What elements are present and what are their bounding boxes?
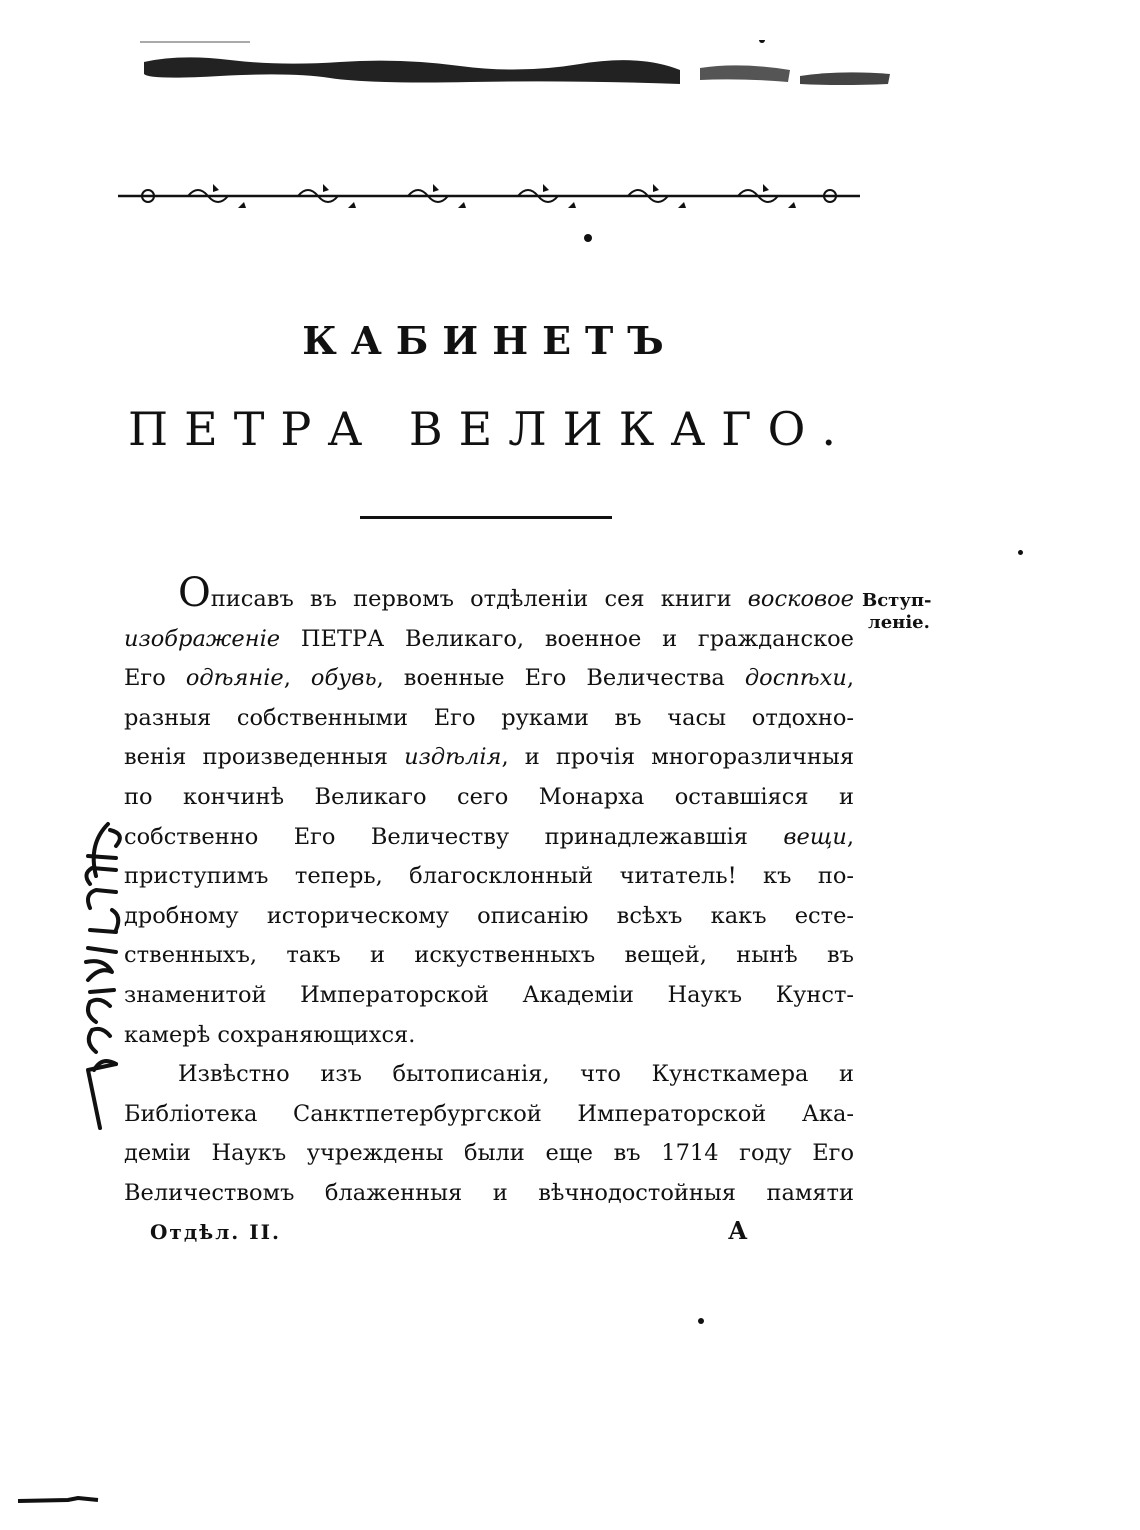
text-line: знаменитой Императорской Академіи Наукъ Кунст- — [124, 981, 854, 1008]
text-run: писавъ въ первомъ отдѣленіи сея книги — [210, 586, 732, 612]
text-line: разныя собственными Его руками въ часы отдохно- — [124, 704, 854, 731]
text-run: собственно Его Величеству принадлежавшія — [124, 823, 748, 850]
italic-run: издѣлія — [404, 744, 502, 771]
ink-dot — [1018, 550, 1023, 555]
margin-note — [862, 590, 952, 634]
title-line-1: КАБИНЕТЪ — [302, 318, 678, 363]
text-line — [124, 738, 854, 778]
text-run: , и прочія многоразличныя — [501, 744, 855, 771]
ink-dot — [584, 234, 592, 242]
ink-dot — [698, 1318, 704, 1324]
italic-run: изображеніе — [124, 625, 281, 652]
title-rule — [360, 516, 612, 519]
section-marker: Отдѣл. II. — [150, 1220, 281, 1244]
text-run: , — [846, 823, 854, 850]
text-line: дробному историческому описанію всѣхъ какъ есте- — [124, 902, 854, 929]
text-line: камерѣ сохраняющихся. — [124, 1021, 416, 1048]
text-run: венія произведенныя — [124, 744, 388, 771]
scan-edge-mark — [18, 1496, 108, 1506]
drop-cap: О — [178, 570, 211, 616]
text-run: Его — [124, 665, 166, 692]
text-line — [124, 818, 854, 858]
text-run: , — [846, 665, 854, 692]
handwritten-annotation — [30, 820, 150, 1140]
text-line: Извѣстно изъ бытописанія, что Кунсткамера и — [178, 1061, 854, 1088]
margin-note-line: Вступ- — [862, 590, 932, 611]
text-line: деміи Наукъ учреждены были еще въ 1714 году Его — [124, 1140, 854, 1167]
italic-run: восковое — [747, 586, 854, 612]
italic-run: одѣяніе — [185, 665, 284, 692]
scan-smudge — [140, 40, 900, 100]
text-line: Библіотека Санктпетербургской Императорской Ака- — [124, 1100, 854, 1127]
body-text — [124, 570, 855, 1214]
text-run: ПЕТРА Великаго, военное и гражданское — [300, 625, 855, 652]
text-line — [124, 620, 854, 660]
text-line — [124, 659, 854, 699]
text-line — [124, 570, 854, 620]
text-line: ственныхъ, такъ и искуственныхъ вещей, нынѣ въ — [124, 942, 854, 969]
text-run: , военные Его Величества — [376, 665, 725, 692]
italic-run: обувь — [310, 665, 377, 692]
text-line: по кончинѣ Великаго сего Монарха оставшіяся и — [124, 783, 854, 810]
text-line: приступимъ теперь, благосклонный читатель! къ по- — [124, 863, 854, 890]
margin-note-line: леніе. — [868, 612, 930, 633]
italic-run: вещи — [783, 823, 847, 850]
text-run: , — [283, 665, 291, 692]
italic-run: доспѣхи — [744, 665, 847, 692]
title-line-2: ПЕТРА ВЕЛИКАГО. — [128, 402, 852, 456]
signature-mark: А — [728, 1216, 748, 1245]
text-line: Величествомъ блаженныя и вѣчнодостойныя памяти — [124, 1179, 854, 1206]
ornament-band — [118, 176, 860, 216]
